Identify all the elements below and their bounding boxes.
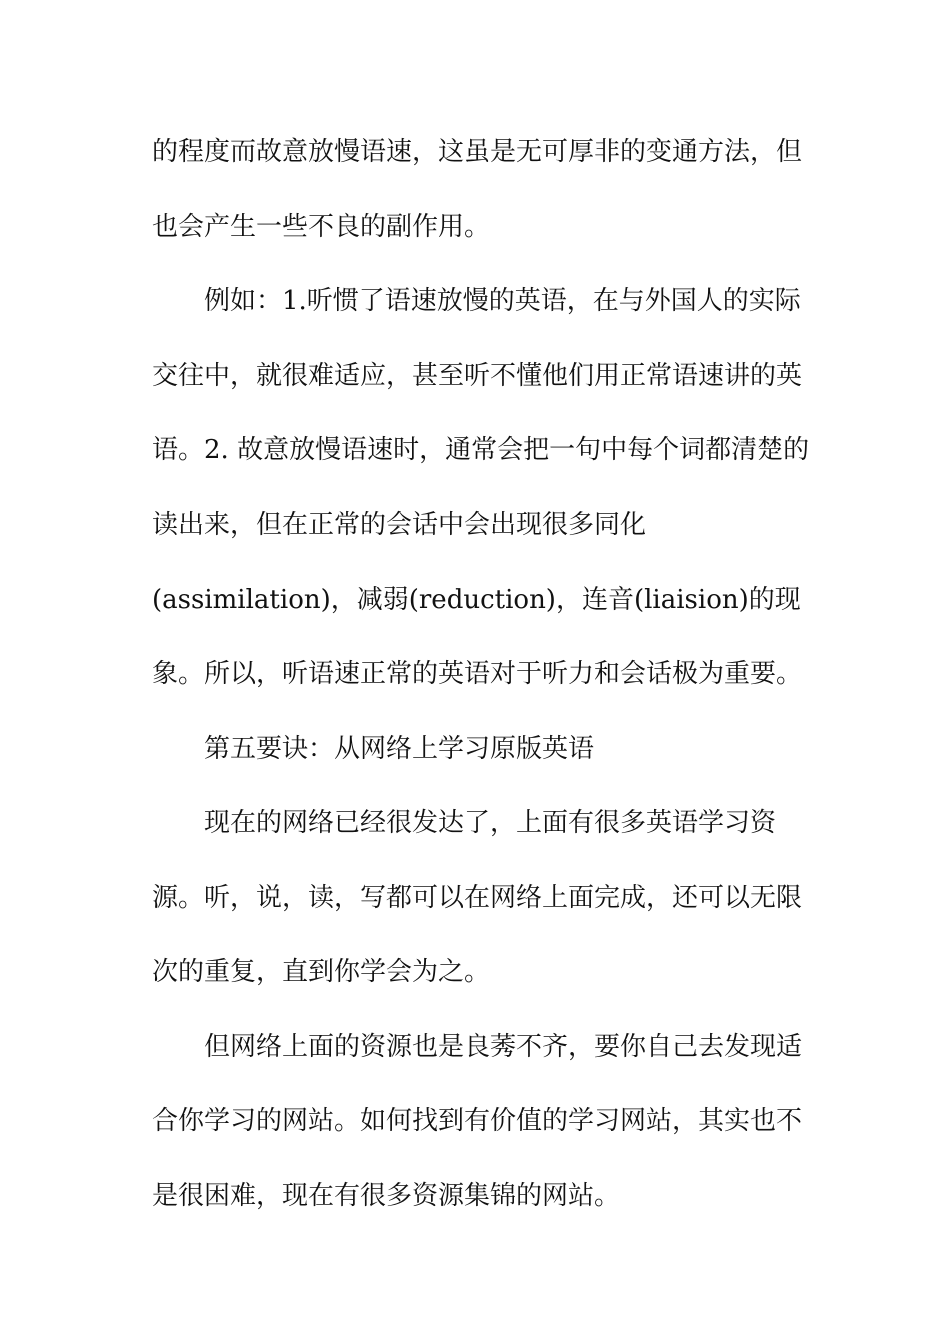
text-line: 读出来，但在正常的会话中会出现很多同化 [152,510,647,540]
text-line: 的程度而故意放慢语速，这虽是无可厚非的变通方法，但 [152,137,803,167]
text-line: 次的重复，直到你学会为之。 [152,957,491,987]
text-line: (assimilation)，减弱(reduction)，连音(liaision)的现 [152,585,801,615]
paragraph-start-line: 例如：1.听惯了语速放慢的英语，在与外国人的实际 [204,286,801,316]
text-line: 是很困难，现在有很多资源集锦的网站。 [152,1181,621,1211]
text-line: 也会产生一些不良的副作用。 [152,212,491,242]
text-line: 象。所以，听语速正常的英语对于听力和会话极为重要。 [152,659,803,689]
section-heading: 第五要诀：从网络上学习原版英语 [204,734,595,764]
text-line: 合你学习的网站。如何找到有价值的学习网站，其实也不 [152,1106,803,1136]
text-line: 语。2. 故意放慢语速时，通常会把一句中每个词都清楚的 [152,435,810,465]
text-line: 源。听，说，读，写都可以在网络上面完成，还可以无限 [152,883,803,913]
paragraph-start-line: 现在的网络已经很发达了，上面有很多英语学习资 [204,808,777,838]
paragraph-start-line: 但网络上面的资源也是良莠不齐，要你自己去发现适 [204,1032,803,1062]
text-line: 交往中，就很难适应，甚至听不懂他们用正常语速讲的英 [152,361,803,391]
